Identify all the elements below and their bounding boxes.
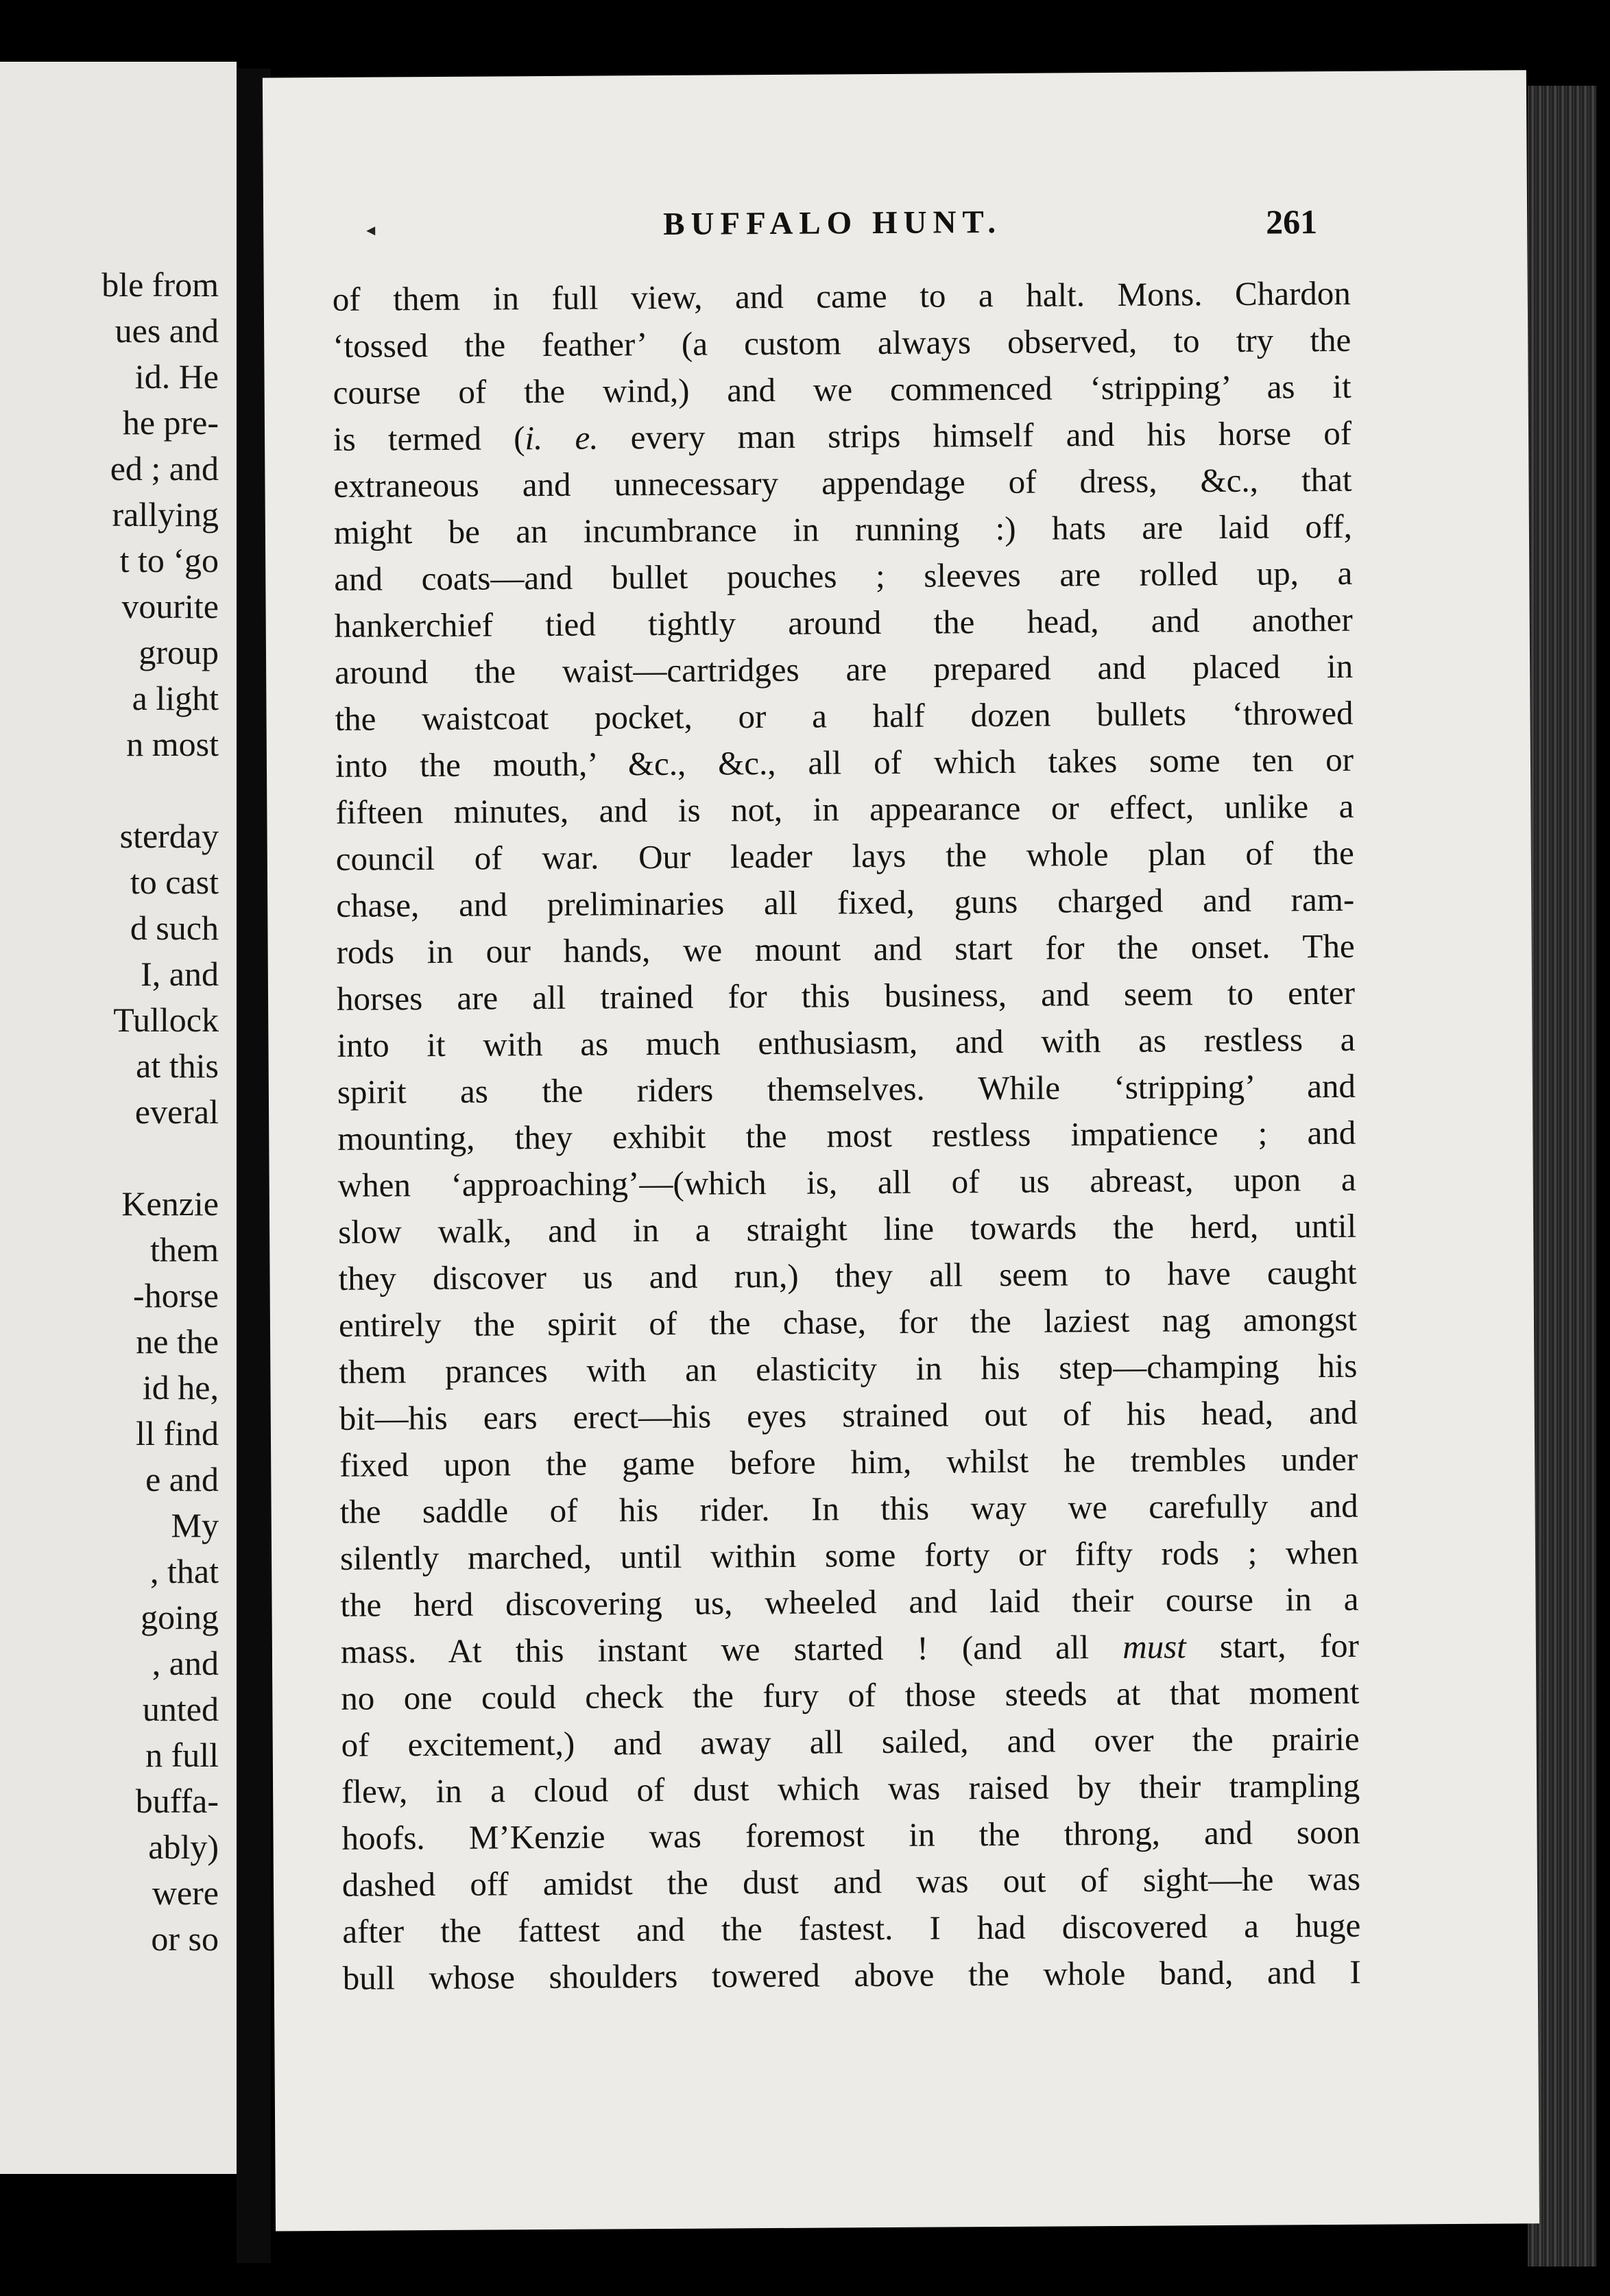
text-line: around the waist—cartridges are prepared and placed in xyxy=(334,647,1354,691)
text-line: hankerchief tied tightly around the head, and another xyxy=(334,600,1353,645)
facing-page-line: , that xyxy=(150,1552,219,1590)
text-line: mass. At this instant we started ! (and all must start, for xyxy=(340,1626,1360,1671)
text-line: might be an incumbrance in running :) hats are laid off, xyxy=(333,507,1353,551)
text-line: no one could check the fury of those steeds at that moment xyxy=(341,1673,1360,1717)
text-line: of them in full view, and came to a halt. Mons. Chardon xyxy=(332,274,1351,318)
facing-page-line: ll find xyxy=(136,1414,219,1452)
text-line: flew, in a cloud of dust which was raised by their trampling xyxy=(341,1766,1360,1810)
facing-page-line: n full xyxy=(145,1736,219,1774)
text-line: slow walk, and in a straight line towards the herd, until xyxy=(337,1206,1357,1251)
text-line: spirit as the riders themselves. While ‘stripping’ and xyxy=(337,1066,1356,1111)
text-line: the herd discovering us, wheeled and laid their course in a xyxy=(340,1579,1359,1624)
text-line: after the fattest and the fastest. I had discovered a huge xyxy=(342,1906,1361,1950)
facing-page-line: id. He xyxy=(134,357,219,396)
text-line: fifteen minutes, and is not, in appearance or effect, unlike a xyxy=(335,787,1354,831)
body-text xyxy=(333,270,1361,2002)
text-line: extraneous and unnecessary appendage of dress, &c., that xyxy=(333,460,1352,505)
text-line: bull whose shoulders towered above the whole band, and I xyxy=(342,1952,1361,1997)
running-head-title: BUFFALO HUNT. xyxy=(663,204,1002,242)
text-line: when ‘approaching’—(which is, all of us abreast, upon a xyxy=(337,1160,1356,1204)
text-line: chase, and preliminaries all fixed, guns charged and ram- xyxy=(336,880,1355,924)
facing-page-line: unted xyxy=(142,1690,219,1728)
facing-page-line: or so xyxy=(151,1920,219,1958)
text-line: hoofs. M’Kenzie was foremost in the throng, and soon xyxy=(341,1813,1360,1857)
facing-page-line: ues and xyxy=(115,311,219,350)
facing-page-line: buffa- xyxy=(135,1782,219,1820)
facing-page-line: a light xyxy=(132,679,219,717)
facing-page-line: ably) xyxy=(148,1828,219,1866)
facing-page-line: everal xyxy=(134,1092,219,1131)
facing-page-line: Tullock xyxy=(113,1001,219,1039)
page-number: 261 xyxy=(1265,202,1318,241)
text-line: the saddle of his rider. In this way we carefully and xyxy=(339,1486,1358,1531)
facing-page-line: I, and xyxy=(141,955,219,993)
text-line: bit—his ears erect—his eyes strained out of his head, and xyxy=(339,1393,1358,1437)
text-line: council of war. Our leader lays the whole plan of the xyxy=(335,833,1354,878)
text-line: ‘tossed the feather’ (a custom always observed, to try the xyxy=(333,320,1351,365)
printer-mark: ◂ xyxy=(366,219,376,240)
facing-page-line: My xyxy=(171,1506,219,1544)
facing-page-line: at this xyxy=(136,1047,219,1085)
text-line: fixed upon the game before him, whilst he trembles under xyxy=(339,1439,1358,1484)
facing-page-line: t to ‘go xyxy=(119,541,219,579)
text-line: them prances with an elasticity in his step—champing his xyxy=(339,1346,1358,1391)
facing-page-line: them xyxy=(150,1230,219,1269)
text-line: into it with as much enthusiasm, and with as restless a xyxy=(337,1020,1356,1064)
text-line: silently marched, until within some forty or fifty rods ; when xyxy=(339,1533,1359,1577)
facing-page-fragment xyxy=(0,62,237,2174)
text-line: into the mouth,’ &c., &c., all of which takes some ten or xyxy=(335,740,1354,785)
text-line: they discover us and run,) they all seem to have caught xyxy=(338,1253,1357,1298)
facing-page-line: ed ; and xyxy=(110,449,219,488)
text-line: horses are all trained for this business, and seem to enter xyxy=(336,973,1356,1018)
facing-page-line: -horse xyxy=(133,1276,219,1315)
facing-page-line: going xyxy=(141,1598,219,1636)
text-line: of excitement,) and away all sailed, and over the prairie xyxy=(341,1719,1360,1764)
facing-page-line: Kenzie xyxy=(121,1184,219,1223)
page-edges xyxy=(1528,86,1596,2267)
book-page xyxy=(263,70,1539,2231)
text-line: mounting, they exhibit the most restless impatience ; and xyxy=(337,1113,1356,1158)
facing-page-line: to cast xyxy=(130,863,219,901)
facing-page-line: sterday xyxy=(119,817,219,855)
text-line: dashed off amidst the dust and was out of sight—he was xyxy=(341,1859,1361,1904)
facing-page-line: group xyxy=(139,633,219,671)
text-line: course of the wind,) and we commenced ‘stripping’ as it xyxy=(333,367,1351,411)
facing-page-line: ble from xyxy=(101,265,219,304)
text-line: entirely the spirit of the chase, for the laziest nag amongst xyxy=(338,1300,1358,1344)
facing-page-line: were xyxy=(152,1874,219,1912)
facing-page-line: e and xyxy=(145,1460,219,1498)
facing-page-line: he pre- xyxy=(122,403,219,442)
facing-page-line: ne the xyxy=(136,1322,219,1361)
text-line: the waistcoat pocket, or a half dozen bullets ‘throwed xyxy=(335,693,1354,738)
facing-page-line: n most xyxy=(126,725,219,763)
facing-page-line: , and xyxy=(152,1644,219,1682)
facing-page-line: rallying xyxy=(112,495,219,534)
text-line: is termed (i. e. every man strips himself and his horse of xyxy=(333,414,1352,458)
running-head xyxy=(263,200,1527,256)
text-line: and coats—and bullet pouches ; sleeves are rolled up, a xyxy=(334,553,1353,598)
facing-page-line: d such xyxy=(130,909,219,947)
facing-page-line: vourite xyxy=(121,587,219,625)
facing-page-line: id he, xyxy=(142,1368,219,1407)
text-line: rods in our hands, we mount and start for the onset. The xyxy=(336,926,1355,971)
